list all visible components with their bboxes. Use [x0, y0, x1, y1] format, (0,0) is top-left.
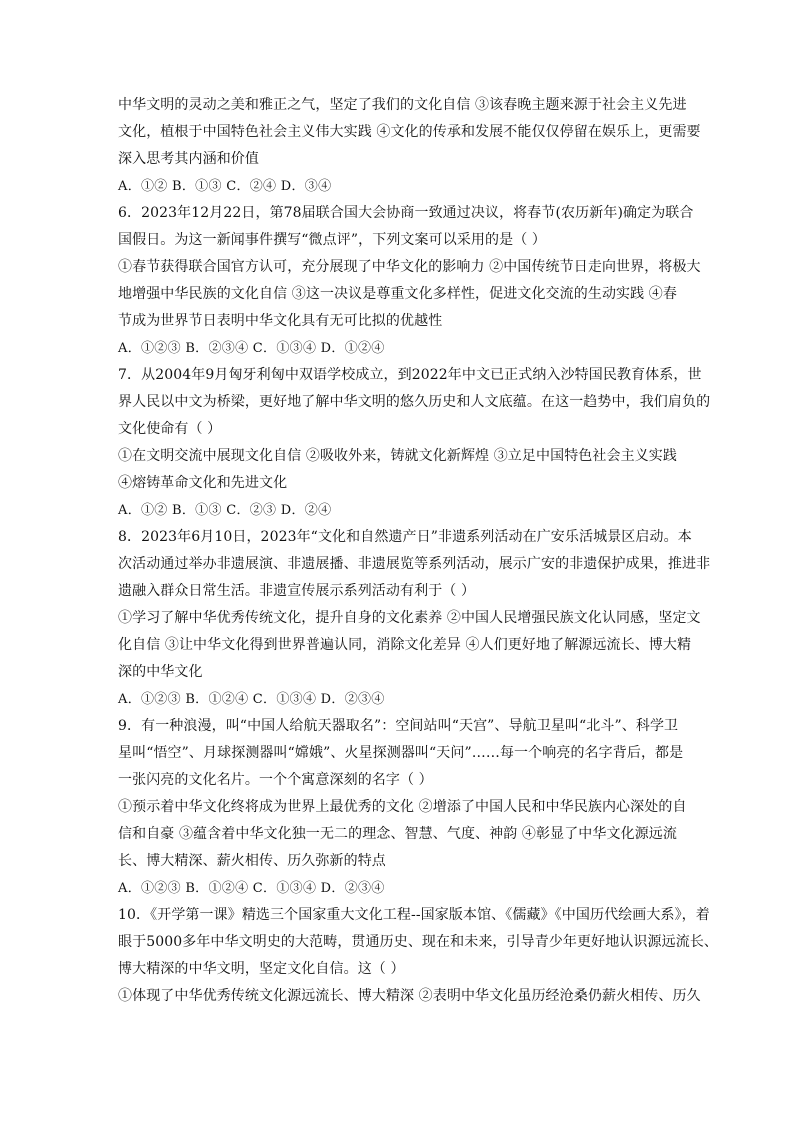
text-line: 深入思考其内涵和价值: [118, 151, 259, 167]
text-line: 长、博大精深、薪火相传、历久弥新的特点: [118, 853, 386, 869]
text-line: ①预示着中华文化终将成为世界上最优秀的文化 ②增添了中国人民和中华民族内心深处的自: [118, 799, 687, 815]
text-line: 星叫“悟空”、月球探测器叫“嫦娥”、火星探测器叫“天问”……每一个响亮的名字背后，都是: [118, 745, 684, 761]
text-line: ①春节获得联合国官方认可，充分展现了中华文化的影响力 ②中国传统节日走向世界，将极大: [118, 259, 701, 275]
text-line: 博大精深的中华文明，坚定文化自信。这（ ）: [118, 961, 405, 977]
text-line: 遗融入群众日常生活。非遗宣传展示系列活动有利于（ ）: [118, 583, 476, 599]
question-10-stem: 10．《开学第一课》精选三个国家重大文化工程--国家版本馆、《儒藏》《中国历代绘画大系》，着: [118, 907, 710, 923]
text-line: ①体现了中华优秀传统文化源远流长、博大精深 ②表明中华文化虽历经沧桑仍薪火相传、历久: [118, 988, 701, 1004]
text-line: 文化，植根于中国特色社会主义伟大实践 ④文化的传承和发展不能仅仅停留在娱乐上，更需要: [118, 124, 701, 140]
answer-options-q5: A．①② B．①③ C．②④ D．③④: [118, 179, 332, 194]
text-line: ④熔铸革命文化和先进文化: [118, 475, 288, 491]
answer-options-q6: A．①②③ B．②③④ C．①③④ D．①②④: [118, 341, 385, 356]
text-line: 信和自豪 ③蕴含着中华文化独一无二的理念、智慧、气度、神韵 ④彰显了中华文化源远流: [118, 826, 677, 842]
text-line: 化自信 ③让中华文化得到世界普遍认同，消除文化差异 ④人们更好地了解源远流长、博大精: [118, 637, 692, 653]
text-line: 中华文明的灵动之美和雅正之气，坚定了我们的文化自信 ③该春晚主题来源于社会主义先进: [118, 97, 687, 113]
question-text-block: [118, 92, 719, 1010]
text-line: 次活动通过举办非遗展演、非遗展播、非遗展览等系列活动，展示广安的非遗保护成果，推进非: [118, 556, 711, 572]
text-line: 一张闪亮的文化名片。一个个寓意深刻的名字（ ）: [118, 772, 433, 788]
text-line: 文化使命有（ ）: [118, 421, 222, 437]
question-8-stem: 8．2023年6月10日，2023年“文化和自然遗产日”非遗系列活动在广安乐活城景区启动。本: [118, 529, 692, 545]
text-line: 深的中华文化: [118, 664, 203, 680]
text-line: 国假日。为这一新闻事件撰写“微点评”，下列文案可以采用的是（ ）: [118, 232, 546, 248]
text-line: ①学习了解中华优秀传统文化，提升自身的文化素养 ②中国人民增强民族文化认同感，坚定文: [118, 610, 701, 626]
text-line: 地增强中华民族的文化自信 ③这一决议是尊重文化多样性，促进文化交流的生动实践 ④春: [118, 286, 677, 302]
question-6-stem: 6．2023年12月22日，第78届联合国大会协商一致通过决议，将春节(农历新年)确定为联合: [118, 205, 694, 221]
text-line: 眼于5000多年中华文明史的大范畴，贯通历史、现在和未来，引导青少年更好地认识源远流长、: [118, 934, 719, 950]
text-line: 节成为世界节日表明中华文化具有无可比拟的优越性: [118, 313, 443, 329]
question-7-stem: 7．从2004年9月匈牙利匈中双语学校成立，到2022年中文已正式纳入沙特国民教育体系，世: [118, 367, 702, 383]
text-line: 界人民以中文为桥梁，更好地了解中华文明的悠久历史和人文底蕴。在这一趋势中，我们肩负的: [118, 394, 711, 410]
answer-options-q8: A．①②③ B．①②④ C．①③④ D．②③④: [118, 692, 385, 707]
answer-options-q7: A．①② B．①③ C．②③ D．②④: [118, 503, 332, 518]
text-line: ①在文明交流中展现文化自信 ②吸收外来，铸就文化新辉煌 ③立足中国特色社会主义实践: [118, 448, 677, 464]
question-9-stem: 9．有一种浪漫，叫“中国人给航天器取名”：空间站叫“天宫”、导航卫星叫“北斗”、科学卫: [118, 718, 679, 734]
answer-options-q9: A．①②③ B．①②④ C．①③④ D．②③④: [118, 881, 385, 896]
